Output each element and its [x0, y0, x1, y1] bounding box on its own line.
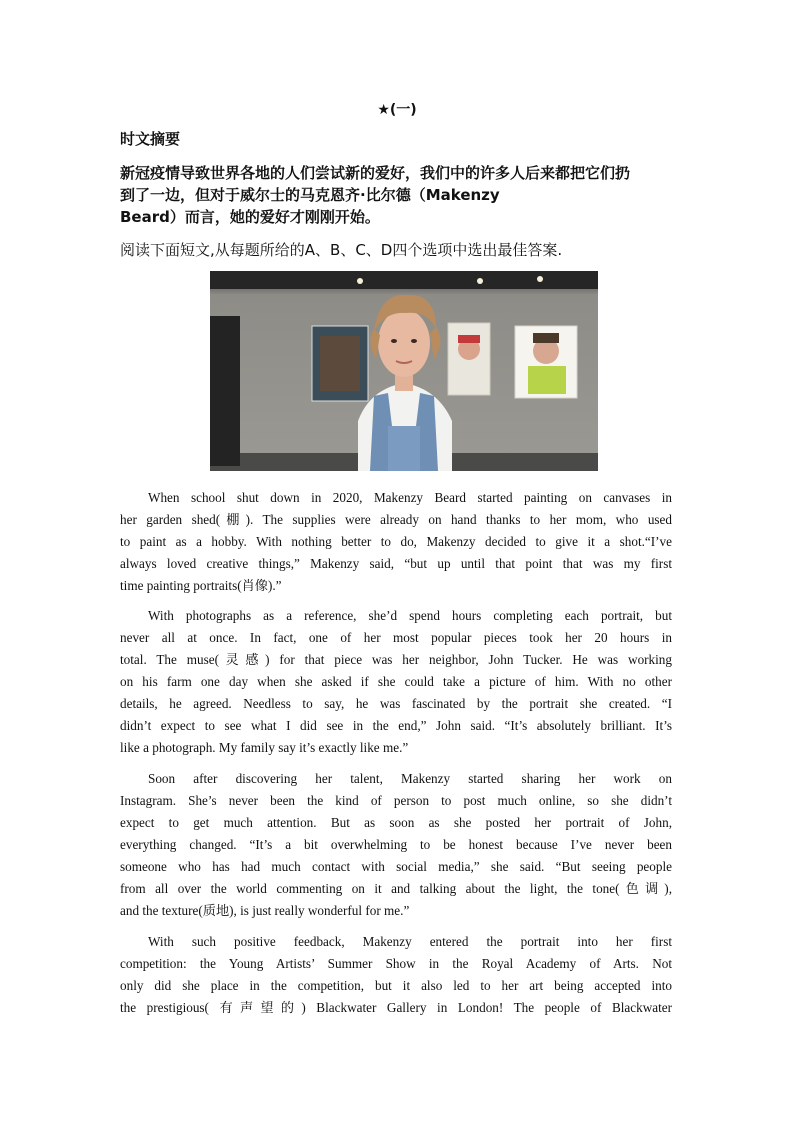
- paragraph-line: like a photograph. My family say it’s exactly like me.”: [120, 740, 409, 755]
- paragraph-line: always loved creative things,” Makenzy said, “but up until that point that was my first: [120, 556, 672, 571]
- paragraph-line: and the texture(质地), is just really wonderful for me.”: [120, 903, 410, 918]
- article-paragraph: [120, 931, 672, 1019]
- paragraph-line: details, he agreed. Needless to say, he was fascinated by the portrait she created. “I: [120, 696, 672, 711]
- paragraph-line: time painting portraits(肖像).”: [120, 578, 282, 593]
- paragraph-line: only did she place in the competition, but it also led to her art being accepted into: [120, 978, 672, 993]
- section-title: 时文摘要: [120, 130, 181, 148]
- paragraph-line: everything changed. “It’s a bit overwhelming to be honest because I’ve never been: [120, 837, 672, 852]
- gallery-photo-illustration: [210, 271, 598, 471]
- paragraph-line: the prestigious( 有声望的) Blackwater Gallery in London! The people of Blackwater: [120, 1000, 672, 1015]
- paragraph-line: competition: the Young Artists’ Summer Show in the Royal Academy of Arts. Not: [120, 956, 672, 971]
- paragraph-line: When school shut down in 2020, Makenzy Beard started painting on canvases in: [148, 490, 672, 505]
- paragraph-line: her garden shed(棚). The supplies were already on hand thanks to her mom, who used: [120, 512, 672, 527]
- portrait-photo-icon: [210, 271, 598, 471]
- article-body: [120, 487, 672, 1028]
- paragraph-line: Soon after discovering her talent, Makenzy started sharing her work on: [148, 771, 672, 786]
- reading-instruction: 阅读下面短文,从每题所给的A、B、C、D四个选项中选出最佳答案.: [120, 241, 563, 259]
- summary-line: Beard）而言，她的爱好才刚刚开始。: [120, 208, 380, 226]
- paragraph-line: expect to get much attention. But as soon as she posted her portrait of John,: [120, 815, 672, 830]
- article-paragraph: [120, 768, 672, 922]
- article-paragraph: [120, 605, 672, 759]
- paragraph-line: on his farm one day when she asked if she could take a picture of him. With no other: [120, 674, 672, 689]
- paragraph-line: With photographs as a reference, she’d spend hours completing each portrait, but: [148, 608, 672, 623]
- paragraph-line: from all over the world commenting on it and talking about the light, the tone(色调),: [120, 881, 672, 896]
- paragraph-line: With such positive feedback, Makenzy entered the portrait into her first: [148, 934, 672, 949]
- section-number-title: ★(一): [377, 102, 417, 118]
- paragraph-line: total. The muse(灵感) for that piece was her neighbor, John Tucker. He was working: [120, 652, 672, 667]
- paragraph-line: never all at once. In fact, one of her most popular pieces took her 20 hours in: [120, 630, 672, 645]
- summary-line: 新冠疫情导致世界各地的人们尝试新的爱好，我们中的许多人后来都把它们扔: [120, 164, 631, 182]
- paragraph-line: to paint as a hobby. With nothing better to do, Makenzy decided to give it a shot.“I’ve: [120, 534, 672, 549]
- summary-paragraph: [120, 162, 680, 228]
- article-paragraph: [120, 487, 672, 597]
- paragraph-line: Instagram. She’s never been the kind of person to post much online, so she didn’t: [120, 793, 672, 808]
- paragraph-line: didn’t expect to see what I did see in the end,” John said. “It’s absolutely brilliant. It’s: [120, 718, 672, 733]
- paragraph-line: someone who has had much contact with social media,” she said. “But seeing people: [120, 859, 672, 874]
- summary-line: 到了一边，但对于威尔士的马克恩齐·比尔德（Makenzy: [120, 186, 500, 204]
